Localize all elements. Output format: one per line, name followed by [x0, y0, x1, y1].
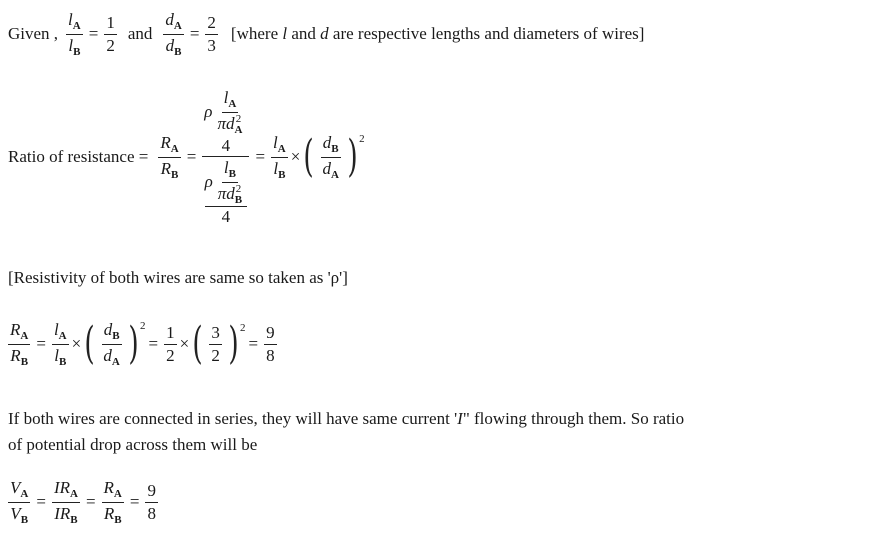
length-ratio-value: $\frac{1}{2}$	[106, 13, 115, 55]
d-ratio-squared: ( $\frac{d_B}{d_A}$ ) 2	[303, 131, 365, 183]
resistivity-note: [Resistivity of both wires are same so taken as 'ρ']	[8, 268, 348, 287]
voltage-ratio: $\frac{V_A}{V_B}$ = $\frac{IR_A}{IR_B}$ = $\frac{R_A}{R_B}$ = $\frac{9}{8}$	[10, 478, 156, 526]
given-line: Given , $\frac{l_A}{l_B}$ = $\frac{1}{2}$ and $\frac{d_A}{d_B}$ = $\frac{2}{3}$ [where l and d are respective lengths and diameters of wires]	[8, 10, 645, 58]
note: [where l and d are respective lengths and diameters of wires]	[230, 24, 645, 44]
and-word: and	[127, 24, 153, 44]
length-ratio: $\frac{l_A}{l_B}$	[68, 10, 81, 58]
ratio-calculation: $\frac{R_A}{R_B}$ = $\frac{l_A}{l_B}$ × ( $\frac{d_B}{d_A}$ ) 2 = $\frac{1}{2}$ × ( $\frac{3}{2}$ ) 2 = $\frac{9}{8}$	[10, 318, 275, 370]
resistance-ratio-line: Ratio of resistance = $\frac{R_A}{R_B}$ = ρ $l_A$ πd 2 A 4 ρ $l_B$ πd 2 B 4 = $\frac{l_A}{l_B}$ × ( $\frac{d_B}{d_A}$ ) 2	[8, 88, 365, 227]
diameter-ratio: $\frac{d_A}{d_B}$	[165, 10, 182, 58]
series-explanation: If both wires are connected in series, they will have same current 'I" flowing through them. So ratio of potential drop across them will be	[8, 409, 685, 454]
compound-fraction: ρ $l_A$ πd 2 A 4 ρ $l_B$ πd 2 B 4	[202, 88, 249, 227]
given-label: Given ,	[8, 24, 59, 44]
l-ratio: $\frac{l_A}{l_B}$	[273, 133, 286, 181]
r-ratio: $\frac{R_A}{R_B}$	[160, 133, 179, 181]
resistance-label: Ratio of resistance =	[8, 147, 149, 167]
diameter-ratio-value: $\frac{2}{3}$	[207, 13, 216, 55]
